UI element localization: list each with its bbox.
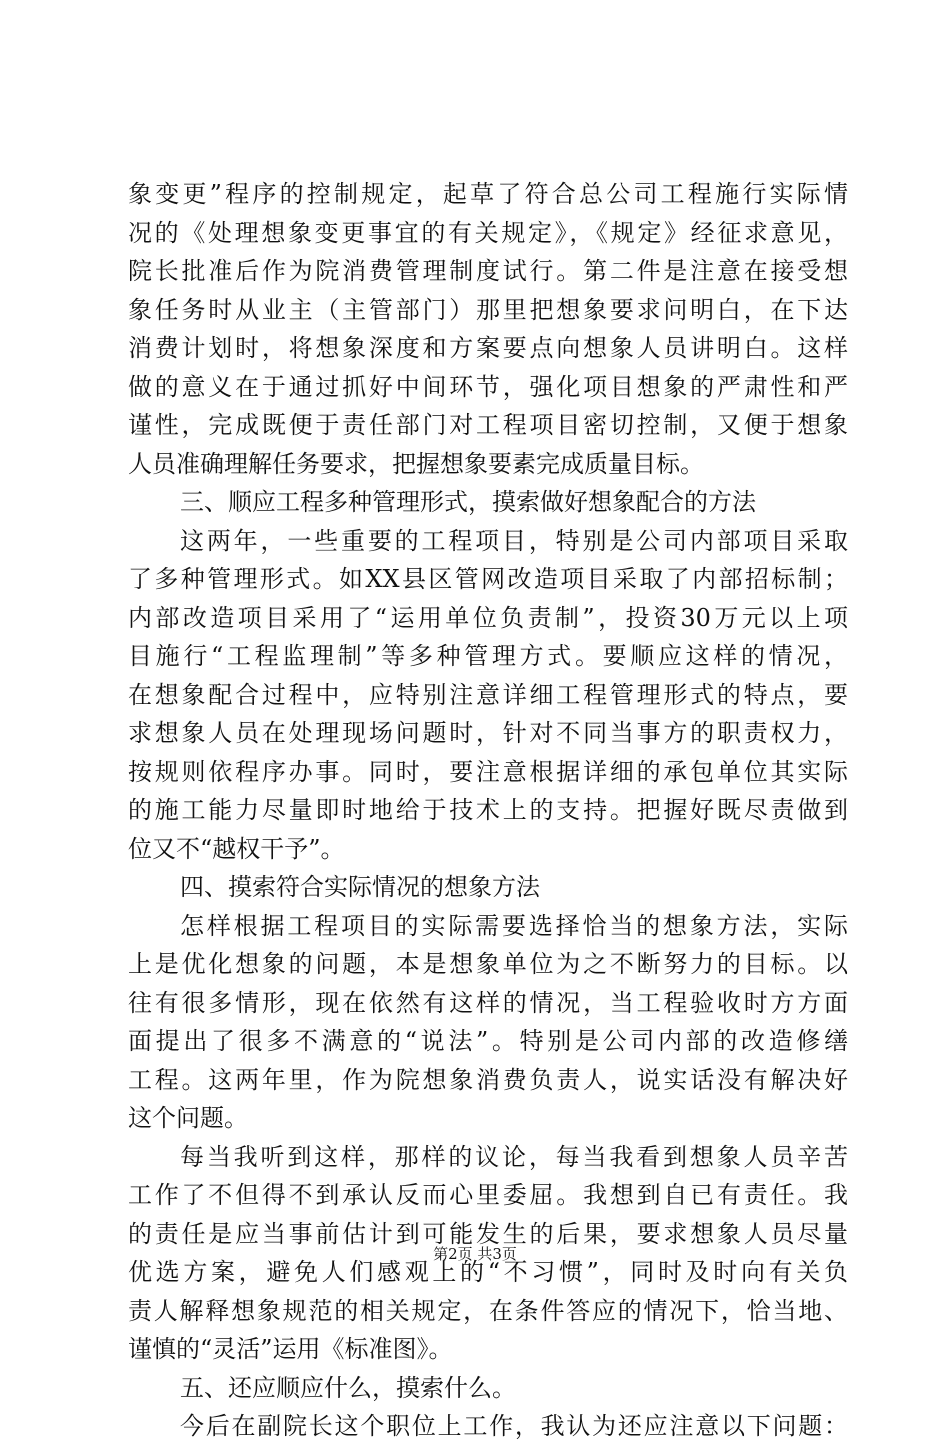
text-line: 面提出了很多不满意的“说法”。特别是公司内部的改造修缮 xyxy=(128,1027,848,1055)
text-line: 目施行“工程监理制”等多种管理方式。要顺应这样的情况， xyxy=(128,642,848,670)
text-line: 今后在副院长这个职位上工作，我认为还应注意以下问题： xyxy=(180,1412,848,1440)
text-line: 这两年，一些重要的工程项目，特别是公司内部项目采取 xyxy=(180,526,848,555)
text-line: 做的意义在于通过抓好中间环节，强化项目想象的严肃性和严 xyxy=(128,372,848,401)
text-line: 象任务时从业主（主管部门）那里把想象要求问明白，在下达 xyxy=(128,295,848,324)
text-line: 况的《处理想象变更事宜的有关规定》，《规定》经征求意见， xyxy=(128,218,848,247)
text-line: 人员准确理解任务要求，把握想象要素完成质量目标。 xyxy=(128,449,704,478)
text-line: 工程。这两年里，作为院想象消费负责人，说实话没有解决好 xyxy=(128,1065,848,1094)
text-line: 消费计划时，将想象深度和方案要点向想象人员讲明白。这样 xyxy=(128,334,848,362)
text-line: 三、顺应工程多种管理形式，摸索做好想象配合的方法 xyxy=(180,488,756,516)
text-line: 位又不“越权干予”。 xyxy=(128,834,345,863)
text-line: 优选方案，避免人们感观上的“不习惯”，同时及时向有关负 xyxy=(128,1258,848,1286)
text-line: 每当我听到这样，那样的议论，每当我看到想象人员辛苦 xyxy=(180,1142,848,1171)
page-footer: 第2页 共3页 xyxy=(433,1245,517,1263)
text-line: 的施工能力尽量即时地给于技术上的支持。把握好既尽责做到 xyxy=(128,796,848,824)
text-line: 谨性，完成既便于责任部门对工程项目密切控制，又便于想象 xyxy=(128,411,848,439)
text-line: 象变更”程序的控制规定，起草了符合总公司工程施行实际情 xyxy=(128,180,848,208)
text-line: 责人解释想象规范的相关规定，在条件答应的情况下，恰当地、 xyxy=(128,1296,848,1325)
text-line: 四、摸索符合实际情况的想象方法 xyxy=(180,873,540,901)
text-line: 谨慎的“灵活”运用《标准图》。 xyxy=(128,1335,453,1363)
text-line: 工作了不但得不到承认反而心里委屈。我想到自已有责任。我 xyxy=(128,1181,848,1209)
text-line: 了多种管理形式。如XX县区管网改造项目采取了内部招标制； xyxy=(128,565,848,593)
text-line: 上是优化想象的问题，本是想象单位为之不断努力的目标。以 xyxy=(128,950,848,978)
text-line: 五、还应顺应什么，摸索什么。 xyxy=(180,1373,516,1402)
text-line: 的责任是应当事前估计到可能发生的后果，要求想象人员尽量 xyxy=(128,1219,848,1248)
text-line: 往有很多情形，现在依然有这样的情况，当工程验收时方方面 xyxy=(128,988,848,1017)
text-line: 按规则依程序办事。同时，要注意根据详细的承包单位其实际 xyxy=(128,757,848,786)
text-line: 内部改造项目采用了“运用单位负责制”，投资30万元以上项 xyxy=(128,603,848,632)
text-line: 怎样根据工程项目的实际需要选择恰当的想象方法，实际 xyxy=(180,911,848,940)
text-line: 求想象人员在处理现场问题时，针对不同当事方的职责权力， xyxy=(128,719,848,747)
text-line: 在想象配合过程中，应特别注意详细工程管理形式的特点，要 xyxy=(128,680,848,709)
text-line: 这个问题。 xyxy=(128,1104,248,1132)
text-line: 院长批准后作为院消费管理制度试行。第二件是注意在接受想 xyxy=(128,257,848,285)
